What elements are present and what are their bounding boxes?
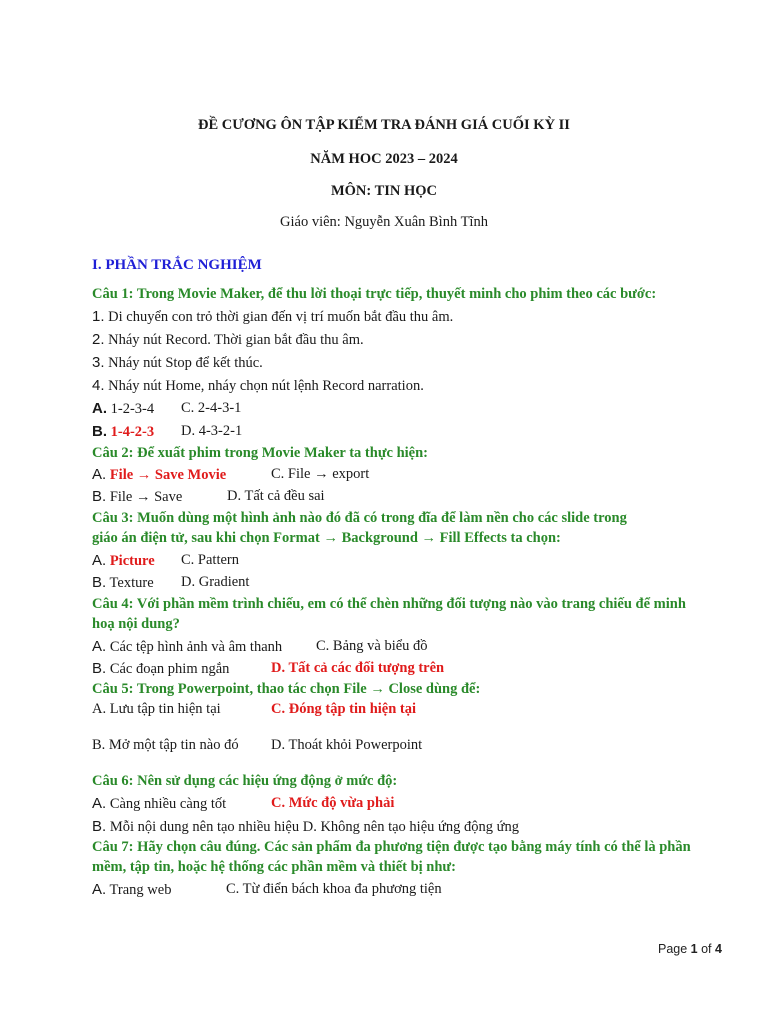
subject: MÔN: TIN HỌC <box>330 183 438 199</box>
option-label: A. <box>92 795 107 812</box>
option-text: File → Save <box>106 489 183 505</box>
q2-option-c: C. File → export <box>271 466 370 482</box>
option-label: A. <box>92 466 107 483</box>
step-number: 1. <box>92 308 105 325</box>
q1-step-1 <box>92 308 453 326</box>
step-text: Nháy nút Stop để kết thúc. <box>104 355 263 371</box>
q4-option-d: D. Tất cả các đối tượng trên <box>271 660 445 676</box>
of-word: of <box>697 942 715 956</box>
question-3-line-2: giáo án điện tử, sau khi chọn Format → Background → Fill Effects ta chọn: <box>92 530 561 546</box>
step-number: 4. <box>92 377 105 394</box>
option-label: A. <box>92 638 107 655</box>
q2-option-a <box>92 466 226 484</box>
option-text: Mỗi nội dung nên tạo nhiều hiệu D. Không nên tạo hiệu ứng động ứng <box>106 819 519 835</box>
q3-option-c: C. Pattern <box>181 552 239 568</box>
q5-option-b: B. Mở một tập tin nào đó <box>92 737 239 753</box>
q2-option-b <box>92 488 182 506</box>
question-3-line-1: Câu 3: Muốn dùng một hình ảnh nào đó đã có trong đĩa để làm nền cho các slide trong <box>92 510 627 526</box>
q1-option-c: C. 2-4-3-1 <box>181 400 242 416</box>
q7-option-a <box>92 881 171 899</box>
question-4-line-1: Câu 4: Với phần mềm trình chiếu, em có thể chèn những đối tượng nào vào trang chiếu để minh <box>92 596 686 612</box>
step-number: 2. <box>92 331 105 348</box>
correct-answer: Picture <box>109 553 155 569</box>
q4-option-b <box>92 660 229 678</box>
question-7-line-1: Câu 7: Hãy chọn câu đúng. Các sản phẩm đa phương tiện được tạo bằng máy tính có thể là phần <box>92 839 691 855</box>
option-text: Càng nhiều càng tốt <box>106 796 227 812</box>
option-label: B. <box>92 660 107 677</box>
question-5: Câu 5: Trong Powerpoint, thao tác chọn File → Close dùng để: <box>92 681 481 697</box>
q7-option-c: C. Từ điển bách khoa đa phương tiện <box>226 881 442 897</box>
page-word: Page <box>658 942 691 956</box>
total-pages: 4 <box>715 942 722 956</box>
q6-option-a <box>92 795 226 813</box>
option-label: B. <box>92 574 107 591</box>
q4-option-a <box>92 638 282 656</box>
q1-option-d: D. 4-3-2-1 <box>181 423 243 439</box>
q1-option-a <box>92 400 154 418</box>
option-text: Các đoạn phim ngắn <box>106 661 230 677</box>
q5-option-c: C. Đóng tập tin hiện tại <box>271 701 417 717</box>
option-text: Các tệp hình ảnh và âm thanh <box>106 639 283 655</box>
option-label: A. <box>92 881 107 898</box>
option-label: B. <box>92 423 107 440</box>
q3-option-d: D. Gradient <box>181 574 250 590</box>
document-title: ĐỀ CƯƠNG ÔN TẬP KIỂM TRA ĐÁNH GIÁ CUỐI KỲ II <box>198 117 570 133</box>
section-heading: I. PHẦN TRẮC NGHIỆM <box>92 257 262 273</box>
q1-step-4 <box>92 377 424 395</box>
current-page: 1 <box>690 942 698 956</box>
option-text: Texture <box>106 575 154 591</box>
option-text: Trang web <box>106 882 172 898</box>
school-year: NĂM HOC 2023 – 2024 <box>310 151 458 167</box>
option-label: A. <box>92 400 107 417</box>
correct-answer: File → Save Movie <box>109 467 227 483</box>
option-label: B. <box>92 818 107 835</box>
q6-option-c: C. Mức độ vừa phải <box>271 795 395 811</box>
step-text: Di chuyển con trỏ thời gian đến vị trí muốn bắt đầu thu âm. <box>104 309 454 325</box>
question-6: Câu 6: Nên sử dụng các hiệu ứng động ở mức độ: <box>92 773 398 789</box>
page-number <box>658 942 722 956</box>
step-text: Nháy nút Home, nháy chọn nút lệnh Record narration. <box>104 378 424 394</box>
q2-option-d: D. Tất cả đều sai <box>227 488 325 504</box>
q1-option-b <box>92 423 154 441</box>
question-2: Câu 2: Để xuất phim trong Movie Maker ta thực hiện: <box>92 445 429 461</box>
question-1: Câu 1: Trong Movie Maker, để thu lời thoại trực tiếp, thuyết minh cho phim theo các bước: <box>92 286 657 302</box>
q5-option-d: D. Thoát khỏi Powerpoint <box>271 737 423 753</box>
question-7-line-2: mềm, tập tin, hoặc hệ thống các phần mềm và thiết bị như: <box>92 859 456 875</box>
q5-option-a: A. Lưu tập tin hiện tại <box>92 701 221 717</box>
option-label: A. <box>92 552 107 569</box>
teacher: Giáo viên: Nguyễn Xuân Bình Tĩnh <box>280 214 488 230</box>
q1-step-3 <box>92 354 263 372</box>
q1-step-2 <box>92 331 364 349</box>
correct-answer: 1-4-2-3 <box>110 424 155 440</box>
q4-option-c: C. Bảng và biểu đồ <box>316 638 428 654</box>
question-4-line-2: hoạ nội dung? <box>92 616 180 632</box>
step-text: Nháy nút Record. Thời gian bắt đầu thu âm. <box>104 332 364 348</box>
step-number: 3. <box>92 354 105 371</box>
q6-option-b-d <box>92 818 519 836</box>
q3-option-b <box>92 574 154 592</box>
option-text: 1-2-3-4 <box>107 401 155 417</box>
option-label: B. <box>92 488 107 505</box>
q3-option-a <box>92 552 155 570</box>
